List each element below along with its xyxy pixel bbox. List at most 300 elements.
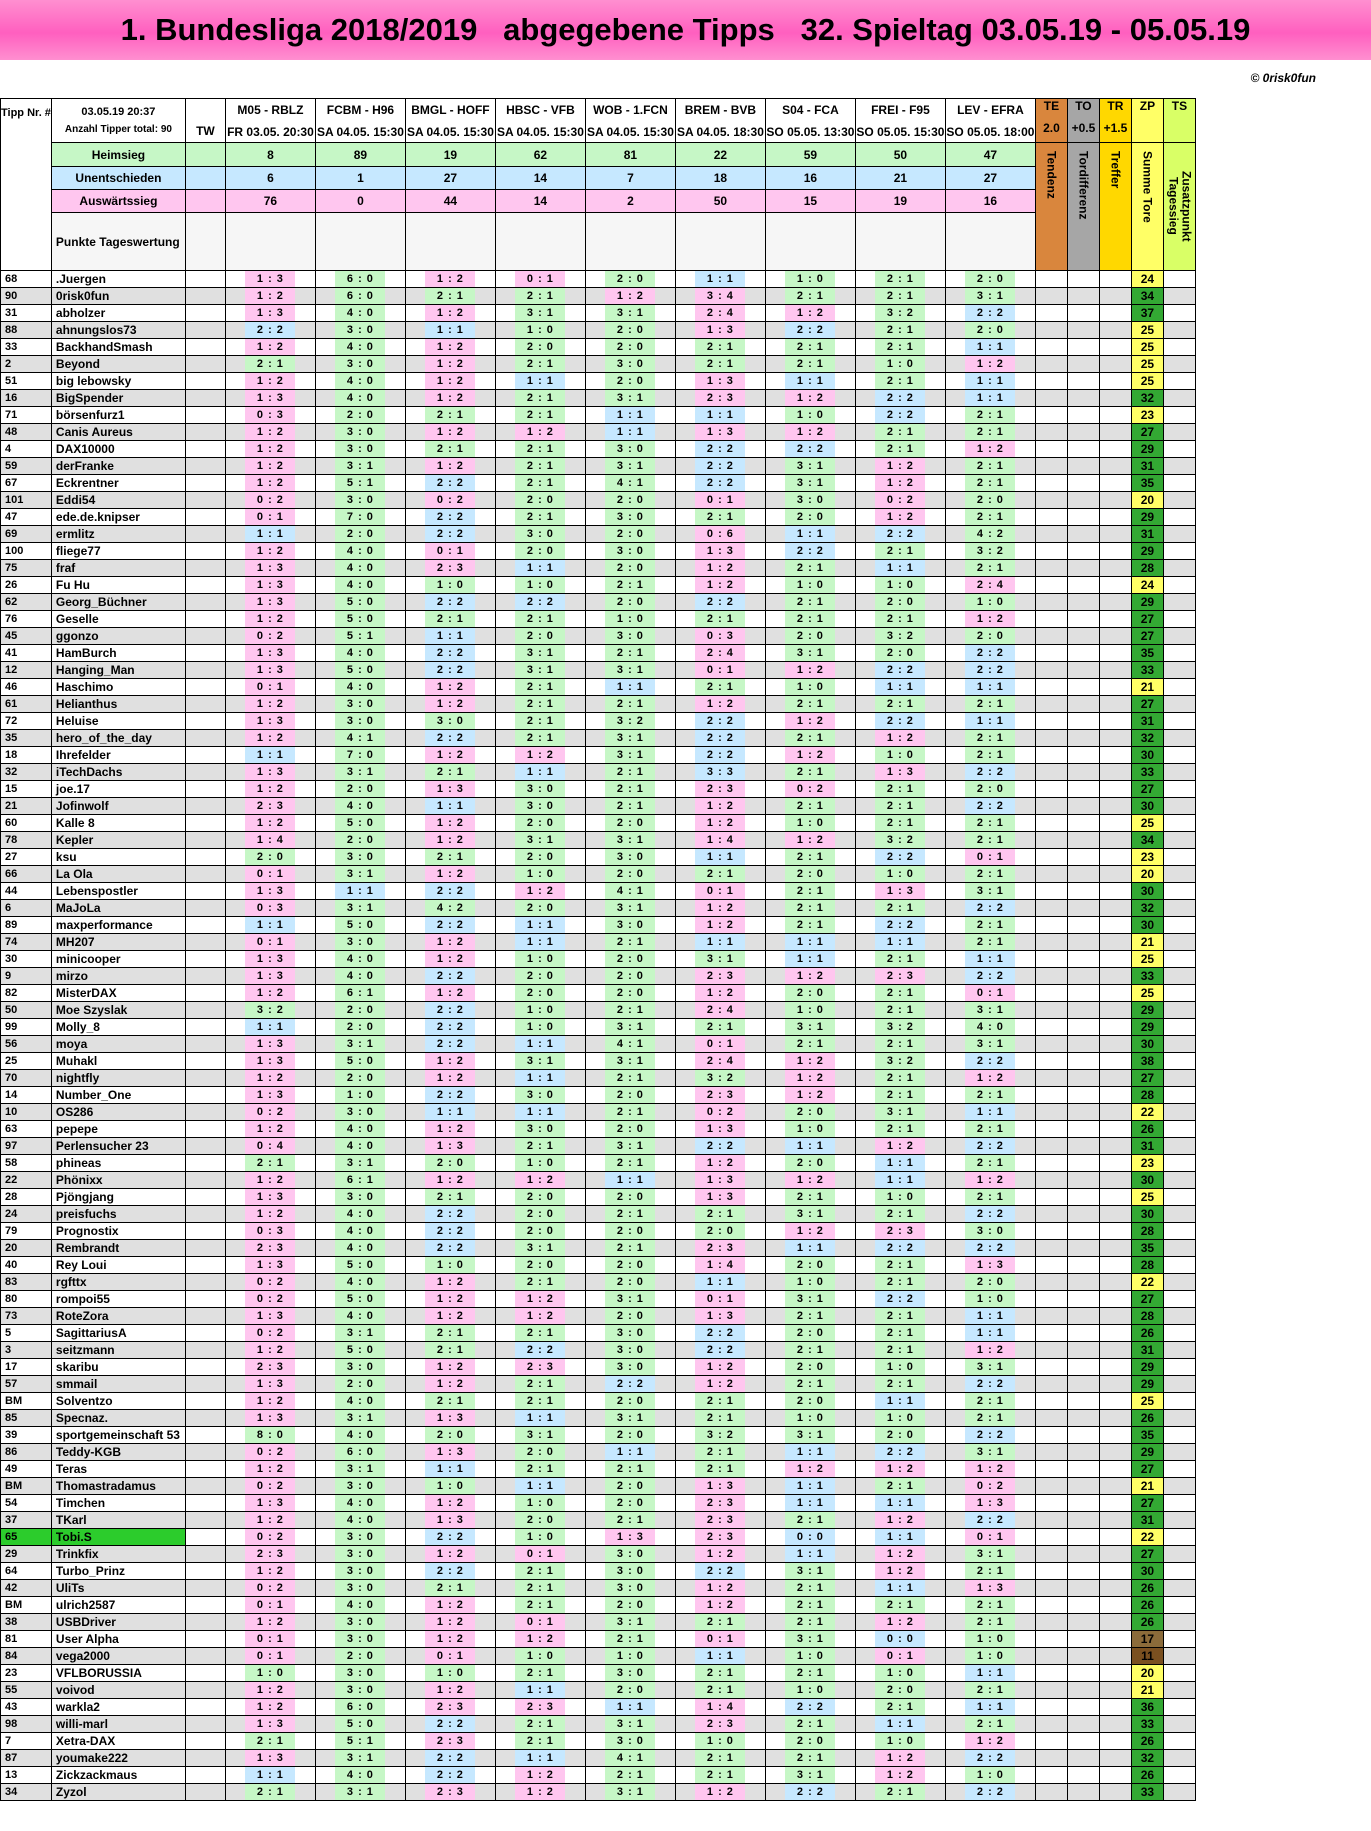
tip-cell xyxy=(765,492,855,509)
tip-cell xyxy=(765,696,855,713)
tip-value: 2 : 1 xyxy=(875,1325,925,1341)
tw-cell xyxy=(185,1342,225,1359)
to-cell xyxy=(1067,798,1099,815)
tr-cell xyxy=(1099,1240,1131,1257)
tip-cell xyxy=(495,730,585,747)
summe-tore-value: 23 xyxy=(1131,1155,1163,1172)
tipp-nr: 23 xyxy=(1,1665,52,1682)
tip-cell xyxy=(675,1002,765,1019)
tip-value: 2 : 1 xyxy=(695,1767,745,1783)
match-header xyxy=(495,99,585,143)
tip-cell xyxy=(765,1427,855,1444)
te-cell xyxy=(1035,1767,1067,1784)
tip-value: 1 : 2 xyxy=(965,356,1015,372)
tip-cell xyxy=(855,373,945,390)
tip-value: 1 : 4 xyxy=(245,832,295,848)
tip-value: 3 : 0 xyxy=(605,1580,655,1596)
tip-cell xyxy=(315,424,405,441)
tip-cell xyxy=(585,526,675,543)
tip-cell xyxy=(495,1767,585,1784)
tip-cell xyxy=(405,968,495,985)
tip-cell xyxy=(585,288,675,305)
tip-value: 2 : 1 xyxy=(875,781,925,797)
tr-cell xyxy=(1099,1104,1131,1121)
tip-cell xyxy=(765,339,855,356)
tip-value: 2 : 2 xyxy=(605,1376,655,1392)
tip-value: 3 : 0 xyxy=(605,509,655,525)
tip-value: 1 : 1 xyxy=(875,1393,925,1409)
tipper-name: Kepler xyxy=(51,832,185,849)
tip-cell xyxy=(855,1274,945,1291)
tip-cell xyxy=(585,747,675,764)
tipper-name: .Juergen xyxy=(51,271,185,288)
tr-cell xyxy=(1099,679,1131,696)
tw-cell xyxy=(185,1257,225,1274)
tip-value: 1 : 3 xyxy=(245,764,295,780)
tip-value: 2 : 2 xyxy=(875,1291,925,1307)
summe-tore-value: 25 xyxy=(1131,1189,1163,1206)
te-cell xyxy=(1035,1308,1067,1325)
tip-cell xyxy=(225,1478,315,1495)
tr-cell xyxy=(1099,1325,1131,1342)
tip-value: 1 : 0 xyxy=(785,679,835,695)
tip-cell xyxy=(855,900,945,917)
tip-value: 2 : 2 xyxy=(695,475,745,491)
tip-cell xyxy=(675,1529,765,1546)
to-cell xyxy=(1067,1121,1099,1138)
tipper-name: 0risk0fun xyxy=(51,288,185,305)
tip-value: 2 : 2 xyxy=(425,1223,475,1239)
tip-value: 2 : 1 xyxy=(875,696,925,712)
to-cell xyxy=(1067,1240,1099,1257)
tip-cell xyxy=(315,1648,405,1665)
tip-value: 2 : 1 xyxy=(875,1597,925,1613)
tip-cell xyxy=(495,798,585,815)
tip-value: 2 : 1 xyxy=(875,322,925,338)
table-row xyxy=(1,849,1196,866)
tip-cell xyxy=(225,1716,315,1733)
summe-tore-value: 29 xyxy=(1131,543,1163,560)
summe-tore-value: 29 xyxy=(1131,1019,1163,1036)
tip-value: 2 : 0 xyxy=(875,645,925,661)
tip-value: 0 : 1 xyxy=(245,679,295,695)
to-cell xyxy=(1067,271,1099,288)
tip-value: 2 : 1 xyxy=(605,1155,655,1171)
table-row xyxy=(1,390,1196,407)
tip-value: 1 : 1 xyxy=(515,373,565,389)
ts-cell xyxy=(1163,1427,1195,1444)
tip-cell xyxy=(675,1648,765,1665)
tip-cell xyxy=(495,1546,585,1563)
tip-value: 1 : 1 xyxy=(605,1699,655,1715)
ts-cell xyxy=(1163,1495,1195,1512)
tip-cell xyxy=(945,407,1035,424)
tip-cell xyxy=(405,458,495,475)
tip-cell xyxy=(585,1206,675,1223)
to-cell xyxy=(1067,1325,1099,1342)
tip-value: 1 : 2 xyxy=(695,798,745,814)
tw-cell xyxy=(185,985,225,1002)
tip-value: 1 : 2 xyxy=(425,1070,475,1086)
tip-cell xyxy=(405,1393,495,1410)
tip-value: 1 : 1 xyxy=(695,1274,745,1290)
tip-value: 1 : 2 xyxy=(605,288,655,304)
tr-cell xyxy=(1099,1393,1131,1410)
to-cell xyxy=(1067,917,1099,934)
tip-value: 4 : 0 xyxy=(335,1308,385,1324)
tip-cell xyxy=(495,662,585,679)
tip-cell xyxy=(585,832,675,849)
tip-value: 2 : 0 xyxy=(515,1444,565,1460)
tip-cell xyxy=(315,322,405,339)
tipp-nr: 65 xyxy=(1,1529,52,1546)
to-cell xyxy=(1067,1104,1099,1121)
tip-value: 3 : 2 xyxy=(875,628,925,644)
tip-cell xyxy=(315,1597,405,1614)
tw-cell xyxy=(185,1172,225,1189)
tip-cell xyxy=(495,815,585,832)
tip-value: 2 : 1 xyxy=(785,1189,835,1205)
summe-tore-value: 35 xyxy=(1131,645,1163,662)
tip-value: 2 : 1 xyxy=(425,407,475,423)
tip-value: 0 : 2 xyxy=(245,628,295,644)
tip-value: 4 : 0 xyxy=(335,1138,385,1154)
tip-cell xyxy=(765,934,855,951)
tip-value: 2 : 3 xyxy=(695,968,745,984)
tip-cell xyxy=(585,1019,675,1036)
tw-cell xyxy=(185,526,225,543)
tip-cell xyxy=(495,611,585,628)
tip-value: 1 : 2 xyxy=(425,1495,475,1511)
ts-cell xyxy=(1163,424,1195,441)
tr-cell xyxy=(1099,1291,1131,1308)
tw-cell xyxy=(185,1002,225,1019)
tip-value: 1 : 2 xyxy=(425,866,475,882)
table-row xyxy=(1,1682,1196,1699)
tipp-nr: 59 xyxy=(1,458,52,475)
tipps-table xyxy=(0,98,1196,1801)
tr-cell xyxy=(1099,1376,1131,1393)
tw-cell xyxy=(185,1444,225,1461)
tip-cell xyxy=(225,798,315,815)
tipper-name: derFranke xyxy=(51,458,185,475)
summe-tore-value: 26 xyxy=(1131,1580,1163,1597)
tip-value: 1 : 3 xyxy=(425,1138,475,1154)
tip-cell xyxy=(585,1580,675,1597)
tip-cell xyxy=(495,1342,585,1359)
tip-value: 2 : 0 xyxy=(785,1257,835,1273)
tipper-name: Pjöngjang xyxy=(51,1189,185,1206)
tip-value: 4 : 1 xyxy=(605,475,655,491)
tip-cell xyxy=(495,1631,585,1648)
tip-cell xyxy=(855,951,945,968)
tip-value: 3 : 2 xyxy=(875,1053,925,1069)
tip-value: 3 : 0 xyxy=(335,1614,385,1630)
ts-cell xyxy=(1163,713,1195,730)
tipp-nr: 84 xyxy=(1,1648,52,1665)
tip-value: 1 : 2 xyxy=(245,1070,295,1086)
tip-value: 2 : 4 xyxy=(695,305,745,321)
tip-value: 1 : 1 xyxy=(875,934,925,950)
match-date: SA 04.05. 18:30 xyxy=(676,124,764,139)
ts-cell xyxy=(1163,747,1195,764)
table-row xyxy=(1,1665,1196,1682)
tip-cell xyxy=(225,815,315,832)
to-cell xyxy=(1067,1291,1099,1308)
table-row xyxy=(1,628,1196,645)
tip-value: 2 : 2 xyxy=(875,849,925,865)
tip-cell xyxy=(585,849,675,866)
tip-value: 2 : 1 xyxy=(965,1087,1015,1103)
tip-cell xyxy=(765,679,855,696)
tip-cell xyxy=(315,441,405,458)
tip-cell xyxy=(585,1325,675,1342)
tip-value: 4 : 0 xyxy=(335,373,385,389)
tip-cell xyxy=(585,1189,675,1206)
tip-cell xyxy=(495,832,585,849)
tw-cell xyxy=(185,1325,225,1342)
tipper-name: abholzer xyxy=(51,305,185,322)
to-cell xyxy=(1067,1784,1099,1801)
tip-cell xyxy=(585,1784,675,1801)
tip-value: 2 : 1 xyxy=(965,1410,1015,1426)
tip-value: 2 : 0 xyxy=(335,1019,385,1035)
tip-cell xyxy=(945,1325,1035,1342)
tip-cell xyxy=(765,594,855,611)
te-cell xyxy=(1035,1104,1067,1121)
tip-value: 3 : 1 xyxy=(515,1427,565,1443)
to-cell xyxy=(1067,628,1099,645)
tip-cell xyxy=(315,1308,405,1325)
tipper-name: User Alpha xyxy=(51,1631,185,1648)
tip-cell xyxy=(945,934,1035,951)
tip-cell xyxy=(315,1478,405,1495)
tip-value: 2 : 2 xyxy=(425,1767,475,1783)
tip-cell xyxy=(225,934,315,951)
tip-value: 1 : 1 xyxy=(515,1682,565,1698)
tip-value: 2 : 0 xyxy=(335,1648,385,1664)
ts-cell xyxy=(1163,1291,1195,1308)
tip-cell xyxy=(945,866,1035,883)
tip-value: 0 : 2 xyxy=(965,1478,1015,1494)
te-cell xyxy=(1035,1206,1067,1223)
tip-cell xyxy=(855,560,945,577)
tip-value: 3 : 0 xyxy=(335,934,385,950)
tip-cell xyxy=(225,1563,315,1580)
tip-value: 1 : 2 xyxy=(245,1121,295,1137)
summe-tore-value: 21 xyxy=(1131,1478,1163,1495)
tip-cell xyxy=(675,628,765,645)
tip-value: 2 : 3 xyxy=(515,1699,565,1715)
tip-value: 2 : 1 xyxy=(695,339,745,355)
table-row xyxy=(1,339,1196,356)
tip-value: 2 : 1 xyxy=(605,1240,655,1256)
tip-cell xyxy=(495,1597,585,1614)
tip-value: 0 : 2 xyxy=(245,492,295,508)
tipp-nr: 76 xyxy=(1,611,52,628)
tip-cell xyxy=(225,611,315,628)
tip-value: 2 : 2 xyxy=(425,1529,475,1545)
tip-cell xyxy=(855,1172,945,1189)
match-date: SO 05.05. 13:30 xyxy=(766,124,855,139)
tip-value: 1 : 2 xyxy=(785,305,835,321)
ts-cell xyxy=(1163,1750,1195,1767)
tip-value: 2 : 0 xyxy=(605,560,655,576)
tip-value: 2 : 2 xyxy=(965,900,1015,916)
tip-cell xyxy=(765,883,855,900)
tip-cell xyxy=(945,730,1035,747)
tip-value: 1 : 2 xyxy=(695,1155,745,1171)
match-pair: FCBM - H96 xyxy=(326,102,395,117)
ts-cell xyxy=(1163,543,1195,560)
tip-cell xyxy=(225,1121,315,1138)
summe-tore-value: 27 xyxy=(1131,424,1163,441)
tipper-name: sportgemeinschaft 53 xyxy=(51,1427,185,1444)
tip-value: 2 : 0 xyxy=(605,322,655,338)
tip-value: 3 : 0 xyxy=(515,526,565,542)
summe-tore-value: 28 xyxy=(1131,1257,1163,1274)
to-cell xyxy=(1067,305,1099,322)
tip-value: 2 : 1 xyxy=(695,1750,745,1766)
table-row xyxy=(1,968,1196,985)
tip-value: 3 : 4 xyxy=(695,288,745,304)
tip-cell xyxy=(675,1155,765,1172)
tip-value: 0 : 0 xyxy=(875,1631,925,1647)
tip-cell xyxy=(675,390,765,407)
auswaertssieg-count: 14 xyxy=(495,190,585,213)
tip-cell xyxy=(945,1665,1035,1682)
tip-value: 3 : 0 xyxy=(335,492,385,508)
tip-cell xyxy=(765,832,855,849)
tip-value: 1 : 3 xyxy=(965,1580,1015,1596)
te-cell xyxy=(1035,1342,1067,1359)
tip-cell xyxy=(495,373,585,390)
datetime-cell xyxy=(51,99,185,143)
tip-cell xyxy=(405,1036,495,1053)
table-row xyxy=(1,373,1196,390)
te-cell xyxy=(1035,1750,1067,1767)
table-row xyxy=(1,1461,1196,1478)
tip-cell xyxy=(495,951,585,968)
te-cell xyxy=(1035,713,1067,730)
match-header xyxy=(675,99,765,143)
tw-cell xyxy=(185,1665,225,1682)
tip-value: 1 : 3 xyxy=(245,390,295,406)
tipper-name: DAX10000 xyxy=(51,441,185,458)
to-cell xyxy=(1067,1053,1099,1070)
tr-cell xyxy=(1099,1053,1131,1070)
tr-cell xyxy=(1099,611,1131,628)
tip-value: 2 : 0 xyxy=(605,968,655,984)
to-cell xyxy=(1067,1597,1099,1614)
tip-cell xyxy=(585,900,675,917)
tip-value: 2 : 2 xyxy=(695,1563,745,1579)
tip-cell xyxy=(945,1478,1035,1495)
tip-cell xyxy=(765,1104,855,1121)
tip-value: 1 : 0 xyxy=(515,1529,565,1545)
tip-cell xyxy=(585,1665,675,1682)
tipp-nr: 4 xyxy=(1,441,52,458)
tip-cell xyxy=(585,679,675,696)
tip-cell xyxy=(495,985,585,1002)
ts-cell xyxy=(1163,645,1195,662)
tw-cell xyxy=(185,1376,225,1393)
tip-cell xyxy=(765,713,855,730)
tip-value: 2 : 2 xyxy=(695,441,745,457)
tip-value: 2 : 1 xyxy=(425,441,475,457)
tip-cell xyxy=(225,1512,315,1529)
match-date: SA 04.05. 15:30 xyxy=(586,124,674,139)
tip-cell xyxy=(405,713,495,730)
summe-tore-value: 31 xyxy=(1131,1512,1163,1529)
te-cell xyxy=(1035,1359,1067,1376)
tip-value: 1 : 0 xyxy=(515,1495,565,1511)
tip-cell xyxy=(315,1631,405,1648)
tipper-name: ksu xyxy=(51,849,185,866)
tip-value: 0 : 2 xyxy=(245,1580,295,1596)
tip-value: 2 : 1 xyxy=(515,1597,565,1613)
tip-value: 1 : 0 xyxy=(515,866,565,882)
table-row xyxy=(1,458,1196,475)
te-cell xyxy=(1035,441,1067,458)
match-header xyxy=(585,99,675,143)
tw-cell xyxy=(185,747,225,764)
tip-cell xyxy=(675,815,765,832)
tip-cell xyxy=(405,1291,495,1308)
tip-value: 1 : 2 xyxy=(875,1512,925,1528)
tr-cell xyxy=(1099,543,1131,560)
tip-cell xyxy=(495,1223,585,1240)
tip-cell xyxy=(405,1172,495,1189)
table-row xyxy=(1,1206,1196,1223)
tr-cell xyxy=(1099,849,1131,866)
tip-cell xyxy=(495,458,585,475)
ts-cell xyxy=(1163,407,1195,424)
tip-cell xyxy=(945,1733,1035,1750)
tip-value: 3 : 0 xyxy=(335,1546,385,1562)
tip-value: 1 : 2 xyxy=(785,968,835,984)
tip-value: 0 : 4 xyxy=(245,1138,295,1154)
tip-value: 4 : 0 xyxy=(965,1019,1015,1035)
tip-cell xyxy=(405,849,495,866)
tip-cell xyxy=(315,951,405,968)
tip-value: 2 : 1 xyxy=(965,934,1015,950)
heimsieg-count: 59 xyxy=(765,143,855,167)
tip-value: 3 : 0 xyxy=(605,441,655,457)
tip-cell xyxy=(315,815,405,832)
tip-value: 1 : 2 xyxy=(245,424,295,440)
tip-value: 4 : 0 xyxy=(335,1427,385,1443)
tipper-name: Thomastradamus xyxy=(51,1478,185,1495)
te-cell xyxy=(1035,1070,1067,1087)
tipp-nr: 15 xyxy=(1,781,52,798)
tip-cell xyxy=(675,679,765,696)
tip-cell xyxy=(405,1478,495,1495)
tip-value: 1 : 1 xyxy=(605,1172,655,1188)
tip-cell xyxy=(585,1036,675,1053)
tip-cell xyxy=(585,1546,675,1563)
tipp-nr: 44 xyxy=(1,883,52,900)
tip-value: 2 : 2 xyxy=(425,526,475,542)
tw-cell xyxy=(185,764,225,781)
tip-cell xyxy=(855,458,945,475)
tip-cell xyxy=(855,849,945,866)
ts-cell xyxy=(1163,509,1195,526)
te-cell xyxy=(1035,356,1067,373)
tip-cell xyxy=(585,1716,675,1733)
summe-tore-value: 32 xyxy=(1131,390,1163,407)
tip-value: 2 : 2 xyxy=(875,713,925,729)
